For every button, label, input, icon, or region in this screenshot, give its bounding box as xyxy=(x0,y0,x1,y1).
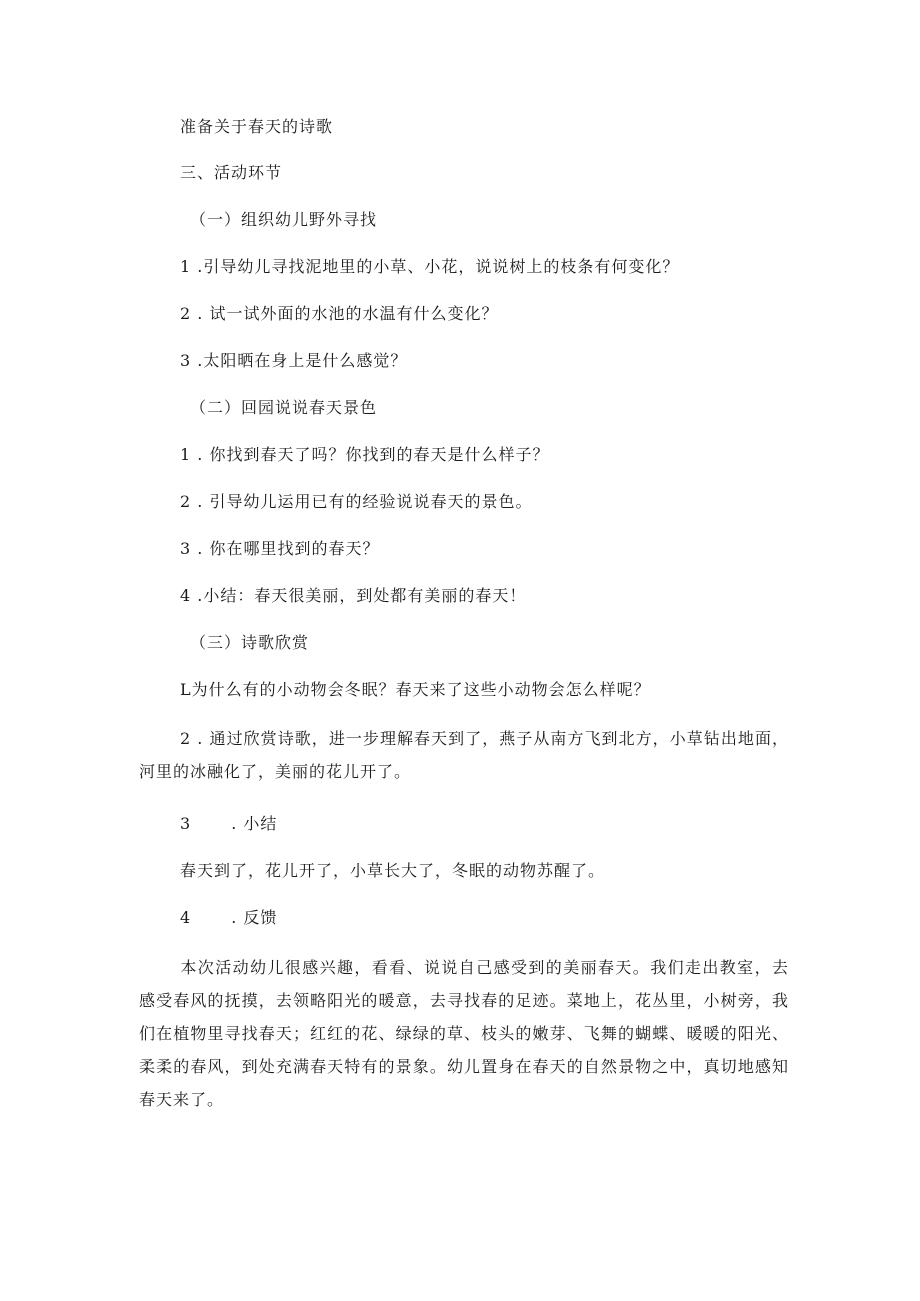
part1-item-3: 3 .太阳晒在身上是什么感觉？ xyxy=(180,351,408,370)
part3-item-2 xyxy=(139,722,789,788)
part3-item-4 xyxy=(180,908,277,928)
part2-item-3: 3 . 你在哪里找到的春天？ xyxy=(180,539,380,558)
prep-line: 准备关于春天的诗歌 xyxy=(180,117,334,136)
part1-item-2: 2 . 试一试外面的水池的水温有什么变化？ xyxy=(180,304,499,323)
part3-item-3 xyxy=(180,814,277,834)
part2-item-2: 2 . 引导幼儿运用已有的经验说说春天的景色。 xyxy=(180,492,533,511)
part1-item-1: 1 .引导幼儿寻找泥地里的小草、小花，说说树上的枝条有何变化？ xyxy=(180,257,680,276)
part1-heading: （一）组织幼儿野外寻找 xyxy=(190,210,378,229)
part3-item-2-text: 2 . 通过欣赏诗歌，进一步理解春天到了，燕子从南方飞到北方，小草钻出地面，河里的冰融化了，美丽的花儿开了。 xyxy=(139,729,789,781)
summary-line: 春天到了，花儿开了，小草长大了，冬眠的动物苏醒了。 xyxy=(180,861,606,880)
feedback-text: 本次活动幼儿很感兴趣，看看、说说自己感受到的美丽春天。我们走出教室，去感受春风的抚摸，去领略阳光的暖意，去寻找春的足迹。菜地上，花丛里，小树旁，我们在植物里寻找春天；红红的花、绿绿的草、枝头的嫩芽、飞舞的蝴蝶、暖暖的阳光、柔柔的春风，到处充满春天特有的景象。幼儿置身在春天的自然景物之中，真切地感知春天来了。 xyxy=(139,958,789,1109)
part2-item-4: 4 .小结：春天很美丽，到处都有美丽的春天！ xyxy=(180,586,527,605)
part3-item-3-number: 3 xyxy=(180,814,192,833)
part3-item-1: L为什么有的小动物会冬眠？春天来了这些小动物会怎么样呢？ xyxy=(180,680,651,699)
part3-item-3-label: . 小结 xyxy=(231,814,278,833)
feedback-paragraph xyxy=(139,951,789,1116)
part3-item-4-label: . 反馈 xyxy=(231,908,278,927)
part3-item-4-number: 4 xyxy=(180,908,192,927)
part2-heading: （二）回园说说春天景色 xyxy=(190,398,378,417)
part2-item-1: 1 . 你找到春天了吗？你找到的春天是什么样子？ xyxy=(180,445,550,464)
part3-heading: （三）诗歌欣赏 xyxy=(190,633,310,652)
section-title: 三、活动环节 xyxy=(180,163,283,182)
